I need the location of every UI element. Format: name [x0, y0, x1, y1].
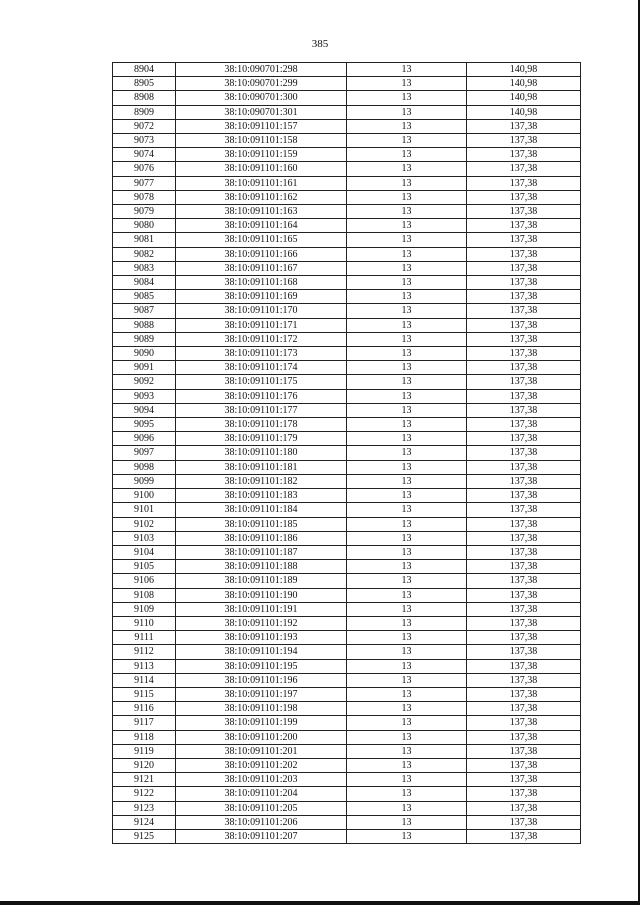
cadastral-number-cell: 38:10:091101:163 — [176, 205, 347, 219]
zone-cell: 13 — [347, 702, 467, 716]
row-number-cell: 9123 — [113, 801, 176, 815]
zone-cell: 13 — [347, 233, 467, 247]
value-cell: 137,38 — [467, 119, 581, 133]
table-row — [113, 829, 581, 843]
value-cell: 140,98 — [467, 77, 581, 91]
row-number-cell: 9078 — [113, 190, 176, 204]
zone-cell: 13 — [347, 531, 467, 545]
row-number-cell: 9113 — [113, 659, 176, 673]
row-number-cell: 9119 — [113, 744, 176, 758]
cadastral-number-cell: 38:10:091101:161 — [176, 176, 347, 190]
value-cell: 137,38 — [467, 332, 581, 346]
value-cell: 137,38 — [467, 474, 581, 488]
zone-cell: 13 — [347, 119, 467, 133]
cadastral-number-cell: 38:10:091101:201 — [176, 744, 347, 758]
zone-cell: 13 — [347, 545, 467, 559]
zone-cell: 13 — [347, 304, 467, 318]
table-row — [113, 403, 581, 417]
table-row — [113, 290, 581, 304]
value-cell: 137,38 — [467, 205, 581, 219]
row-number-cell: 9120 — [113, 758, 176, 772]
table-row — [113, 503, 581, 517]
cadastral-number-cell: 38:10:091101:182 — [176, 474, 347, 488]
row-number-cell: 9082 — [113, 247, 176, 261]
value-cell: 137,38 — [467, 389, 581, 403]
value-cell: 137,38 — [467, 588, 581, 602]
cadastral-number-cell: 38:10:090701:299 — [176, 77, 347, 91]
row-number-cell: 8904 — [113, 63, 176, 77]
cadastral-number-cell: 38:10:091101:206 — [176, 815, 347, 829]
row-number-cell: 9108 — [113, 588, 176, 602]
value-cell: 137,38 — [467, 815, 581, 829]
value-cell: 137,38 — [467, 219, 581, 233]
value-cell: 137,38 — [467, 744, 581, 758]
row-number-cell: 9076 — [113, 162, 176, 176]
value-cell: 137,38 — [467, 432, 581, 446]
value-cell: 137,38 — [467, 261, 581, 275]
value-cell: 137,38 — [467, 659, 581, 673]
table-row — [113, 205, 581, 219]
scan-edge-bottom — [0, 901, 640, 905]
value-cell: 137,38 — [467, 489, 581, 503]
cadastral-number-cell: 38:10:091101:188 — [176, 560, 347, 574]
table-row — [113, 176, 581, 190]
value-cell: 137,38 — [467, 517, 581, 531]
value-cell: 137,38 — [467, 829, 581, 843]
cadastral-number-cell: 38:10:091101:204 — [176, 787, 347, 801]
value-cell: 137,38 — [467, 134, 581, 148]
cadastral-number-cell: 38:10:091101:187 — [176, 545, 347, 559]
cadastral-number-cell: 38:10:090701:298 — [176, 63, 347, 77]
page-number: 385 — [311, 38, 329, 50]
cadastral-number-cell: 38:10:091101:174 — [176, 361, 347, 375]
row-number-cell: 9110 — [113, 616, 176, 630]
row-number-cell: 9099 — [113, 474, 176, 488]
row-number-cell: 9072 — [113, 119, 176, 133]
value-cell: 137,38 — [467, 460, 581, 474]
row-number-cell: 9124 — [113, 815, 176, 829]
value-cell: 137,38 — [467, 446, 581, 460]
cadastral-number-cell: 38:10:091101:184 — [176, 503, 347, 517]
table-row — [113, 773, 581, 787]
table-row — [113, 531, 581, 545]
row-number-cell: 9122 — [113, 787, 176, 801]
zone-cell: 13 — [347, 261, 467, 275]
zone-cell: 13 — [347, 205, 467, 219]
value-cell: 137,38 — [467, 758, 581, 772]
table-row — [113, 318, 581, 332]
value-cell: 137,38 — [467, 673, 581, 687]
zone-cell: 13 — [347, 361, 467, 375]
row-number-cell: 9100 — [113, 489, 176, 503]
zone-cell: 13 — [347, 77, 467, 91]
table-row — [113, 631, 581, 645]
value-cell: 137,38 — [467, 190, 581, 204]
zone-cell: 13 — [347, 560, 467, 574]
row-number-cell: 9080 — [113, 219, 176, 233]
zone-cell: 13 — [347, 602, 467, 616]
zone-cell: 13 — [347, 134, 467, 148]
value-cell: 137,38 — [467, 162, 581, 176]
cadastral-number-cell: 38:10:091101:171 — [176, 318, 347, 332]
table-row — [113, 659, 581, 673]
value-cell: 137,38 — [467, 773, 581, 787]
zone-cell: 13 — [347, 418, 467, 432]
cadastral-number-cell: 38:10:091101:189 — [176, 574, 347, 588]
table-row — [113, 687, 581, 701]
row-number-cell: 8909 — [113, 105, 176, 119]
value-cell: 137,38 — [467, 361, 581, 375]
row-number-cell: 9084 — [113, 276, 176, 290]
cadastral-number-cell: 38:10:091101:195 — [176, 659, 347, 673]
table-row — [113, 517, 581, 531]
cadastral-number-cell: 38:10:091101:196 — [176, 673, 347, 687]
table-row — [113, 560, 581, 574]
row-number-cell: 9090 — [113, 347, 176, 361]
row-number-cell: 9092 — [113, 375, 176, 389]
zone-cell: 13 — [347, 716, 467, 730]
table-row — [113, 63, 581, 77]
table-row — [113, 616, 581, 630]
table-row — [113, 432, 581, 446]
table-row — [113, 389, 581, 403]
value-cell: 137,38 — [467, 418, 581, 432]
value-cell: 137,38 — [467, 247, 581, 261]
row-number-cell: 9073 — [113, 134, 176, 148]
zone-cell: 13 — [347, 801, 467, 815]
zone-cell: 13 — [347, 375, 467, 389]
table-row — [113, 645, 581, 659]
zone-cell: 13 — [347, 247, 467, 261]
table-row — [113, 702, 581, 716]
value-cell: 137,38 — [467, 616, 581, 630]
table-row — [113, 162, 581, 176]
table-row — [113, 673, 581, 687]
value-cell: 137,38 — [467, 545, 581, 559]
cadastral-number-cell: 38:10:091101:191 — [176, 602, 347, 616]
value-cell: 137,38 — [467, 716, 581, 730]
cadastral-number-cell: 38:10:091101:207 — [176, 829, 347, 843]
zone-cell: 13 — [347, 148, 467, 162]
table-row — [113, 134, 581, 148]
value-cell: 137,38 — [467, 631, 581, 645]
row-number-cell: 9118 — [113, 730, 176, 744]
zone-cell: 13 — [347, 105, 467, 119]
cadastral-number-cell: 38:10:091101:167 — [176, 261, 347, 275]
data-table — [112, 62, 581, 844]
cadastral-number-cell: 38:10:091101:199 — [176, 716, 347, 730]
cadastral-number-cell: 38:10:091101:158 — [176, 134, 347, 148]
cadastral-number-cell: 38:10:091101:202 — [176, 758, 347, 772]
cadastral-number-cell: 38:10:091101:159 — [176, 148, 347, 162]
cadastral-number-cell: 38:10:091101:157 — [176, 119, 347, 133]
table-row — [113, 787, 581, 801]
zone-cell: 13 — [347, 276, 467, 290]
table-row — [113, 219, 581, 233]
row-number-cell: 9114 — [113, 673, 176, 687]
zone-cell: 13 — [347, 389, 467, 403]
cadastral-number-cell: 38:10:090701:300 — [176, 91, 347, 105]
zone-cell: 13 — [347, 787, 467, 801]
table-row — [113, 77, 581, 91]
cadastral-number-cell: 38:10:091101:197 — [176, 687, 347, 701]
cadastral-number-cell: 38:10:091101:168 — [176, 276, 347, 290]
cadastral-number-cell: 38:10:091101:179 — [176, 432, 347, 446]
value-cell: 137,38 — [467, 318, 581, 332]
table-row — [113, 261, 581, 275]
table-row — [113, 119, 581, 133]
value-cell: 137,38 — [467, 574, 581, 588]
zone-cell: 13 — [347, 517, 467, 531]
table-row — [113, 233, 581, 247]
row-number-cell: 9081 — [113, 233, 176, 247]
zone-cell: 13 — [347, 432, 467, 446]
value-cell: 137,38 — [467, 787, 581, 801]
value-cell: 137,38 — [467, 801, 581, 815]
cadastral-number-cell: 38:10:091101:176 — [176, 389, 347, 403]
value-cell: 137,38 — [467, 702, 581, 716]
table-row — [113, 730, 581, 744]
row-number-cell: 9112 — [113, 645, 176, 659]
zone-cell: 13 — [347, 503, 467, 517]
row-number-cell: 9106 — [113, 574, 176, 588]
table-row — [113, 588, 581, 602]
table-row — [113, 361, 581, 375]
cadastral-number-cell: 38:10:091101:192 — [176, 616, 347, 630]
cadastral-number-cell: 38:10:091101:181 — [176, 460, 347, 474]
value-cell: 137,38 — [467, 233, 581, 247]
cadastral-number-cell: 38:10:091101:193 — [176, 631, 347, 645]
value-cell: 137,38 — [467, 531, 581, 545]
row-number-cell: 9125 — [113, 829, 176, 843]
cadastral-number-cell: 38:10:091101:190 — [176, 588, 347, 602]
table-row — [113, 815, 581, 829]
zone-cell: 13 — [347, 489, 467, 503]
table-body — [113, 63, 581, 844]
zone-cell: 13 — [347, 290, 467, 304]
cadastral-number-cell: 38:10:091101:160 — [176, 162, 347, 176]
cadastral-number-cell: 38:10:091101:162 — [176, 190, 347, 204]
row-number-cell: 9103 — [113, 531, 176, 545]
table-row — [113, 276, 581, 290]
zone-cell: 13 — [347, 815, 467, 829]
zone-cell: 13 — [347, 318, 467, 332]
value-cell: 140,98 — [467, 105, 581, 119]
zone-cell: 13 — [347, 744, 467, 758]
zone-cell: 13 — [347, 687, 467, 701]
table-row — [113, 105, 581, 119]
zone-cell: 13 — [347, 574, 467, 588]
row-number-cell: 9077 — [113, 176, 176, 190]
cadastral-number-cell: 38:10:091101:198 — [176, 702, 347, 716]
zone-cell: 13 — [347, 631, 467, 645]
zone-cell: 13 — [347, 645, 467, 659]
zone-cell: 13 — [347, 91, 467, 105]
table-row — [113, 801, 581, 815]
table-row — [113, 247, 581, 261]
row-number-cell: 9105 — [113, 560, 176, 574]
zone-cell: 13 — [347, 403, 467, 417]
zone-cell: 13 — [347, 474, 467, 488]
cadastral-number-cell: 38:10:091101:185 — [176, 517, 347, 531]
table-row — [113, 304, 581, 318]
cadastral-number-cell: 38:10:091101:183 — [176, 489, 347, 503]
zone-cell: 13 — [347, 773, 467, 787]
zone-cell: 13 — [347, 446, 467, 460]
cadastral-number-cell: 38:10:091101:175 — [176, 375, 347, 389]
value-cell: 140,98 — [467, 63, 581, 77]
value-cell: 137,38 — [467, 276, 581, 290]
table-row — [113, 91, 581, 105]
value-cell: 137,38 — [467, 176, 581, 190]
table-row — [113, 716, 581, 730]
value-cell: 137,38 — [467, 290, 581, 304]
table-row — [113, 545, 581, 559]
zone-cell: 13 — [347, 332, 467, 346]
value-cell: 137,38 — [467, 645, 581, 659]
cadastral-number-cell: 38:10:090701:301 — [176, 105, 347, 119]
table-row — [113, 602, 581, 616]
row-number-cell: 9093 — [113, 389, 176, 403]
cadastral-number-cell: 38:10:091101:205 — [176, 801, 347, 815]
row-number-cell: 9117 — [113, 716, 176, 730]
table-row — [113, 744, 581, 758]
row-number-cell: 9104 — [113, 545, 176, 559]
table-row — [113, 474, 581, 488]
cadastral-number-cell: 38:10:091101:178 — [176, 418, 347, 432]
cadastral-number-cell: 38:10:091101:165 — [176, 233, 347, 247]
cadastral-number-cell: 38:10:091101:173 — [176, 347, 347, 361]
value-cell: 137,38 — [467, 687, 581, 701]
cadastral-number-cell: 38:10:091101:169 — [176, 290, 347, 304]
value-cell: 137,38 — [467, 503, 581, 517]
row-number-cell: 9096 — [113, 432, 176, 446]
zone-cell: 13 — [347, 616, 467, 630]
table-row — [113, 190, 581, 204]
row-number-cell: 9101 — [113, 503, 176, 517]
row-number-cell: 9074 — [113, 148, 176, 162]
zone-cell: 13 — [347, 588, 467, 602]
value-cell: 137,38 — [467, 560, 581, 574]
row-number-cell: 9095 — [113, 418, 176, 432]
zone-cell: 13 — [347, 829, 467, 843]
table-row — [113, 446, 581, 460]
zone-cell: 13 — [347, 673, 467, 687]
row-number-cell: 9083 — [113, 261, 176, 275]
cadastral-number-cell: 38:10:091101:186 — [176, 531, 347, 545]
zone-cell: 13 — [347, 758, 467, 772]
row-number-cell: 9087 — [113, 304, 176, 318]
value-cell: 137,38 — [467, 148, 581, 162]
table-row — [113, 489, 581, 503]
zone-cell: 13 — [347, 659, 467, 673]
zone-cell: 13 — [347, 730, 467, 744]
value-cell: 137,38 — [467, 403, 581, 417]
cadastral-number-cell: 38:10:091101:164 — [176, 219, 347, 233]
cadastral-number-cell: 38:10:091101:180 — [176, 446, 347, 460]
zone-cell: 13 — [347, 219, 467, 233]
value-cell: 137,38 — [467, 347, 581, 361]
value-cell: 137,38 — [467, 304, 581, 318]
row-number-cell: 9109 — [113, 602, 176, 616]
row-number-cell: 8908 — [113, 91, 176, 105]
cadastral-number-cell: 38:10:091101:177 — [176, 403, 347, 417]
zone-cell: 13 — [347, 176, 467, 190]
row-number-cell: 9098 — [113, 460, 176, 474]
zone-cell: 13 — [347, 460, 467, 474]
row-number-cell: 9102 — [113, 517, 176, 531]
table-row — [113, 375, 581, 389]
value-cell: 137,38 — [467, 602, 581, 616]
table-row — [113, 758, 581, 772]
value-cell: 137,38 — [467, 375, 581, 389]
cadastral-number-cell: 38:10:091101:172 — [176, 332, 347, 346]
zone-cell: 13 — [347, 162, 467, 176]
zone-cell: 13 — [347, 347, 467, 361]
table-row — [113, 418, 581, 432]
row-number-cell: 9079 — [113, 205, 176, 219]
row-number-cell: 9089 — [113, 332, 176, 346]
cadastral-number-cell: 38:10:091101:200 — [176, 730, 347, 744]
table-row — [113, 332, 581, 346]
data-table-container — [112, 62, 581, 844]
value-cell: 137,38 — [467, 730, 581, 744]
cadastral-number-cell: 38:10:091101:166 — [176, 247, 347, 261]
cadastral-number-cell: 38:10:091101:170 — [176, 304, 347, 318]
row-number-cell: 9088 — [113, 318, 176, 332]
row-number-cell: 9116 — [113, 702, 176, 716]
zone-cell: 13 — [347, 190, 467, 204]
row-number-cell: 8905 — [113, 77, 176, 91]
table-row — [113, 148, 581, 162]
table-row — [113, 460, 581, 474]
row-number-cell: 9085 — [113, 290, 176, 304]
table-row — [113, 574, 581, 588]
value-cell: 140,98 — [467, 91, 581, 105]
row-number-cell: 9111 — [113, 631, 176, 645]
row-number-cell: 9121 — [113, 773, 176, 787]
cadastral-number-cell: 38:10:091101:203 — [176, 773, 347, 787]
table-row — [113, 347, 581, 361]
row-number-cell: 9115 — [113, 687, 176, 701]
row-number-cell: 9097 — [113, 446, 176, 460]
row-number-cell: 9091 — [113, 361, 176, 375]
cadastral-number-cell: 38:10:091101:194 — [176, 645, 347, 659]
zone-cell: 13 — [347, 63, 467, 77]
row-number-cell: 9094 — [113, 403, 176, 417]
